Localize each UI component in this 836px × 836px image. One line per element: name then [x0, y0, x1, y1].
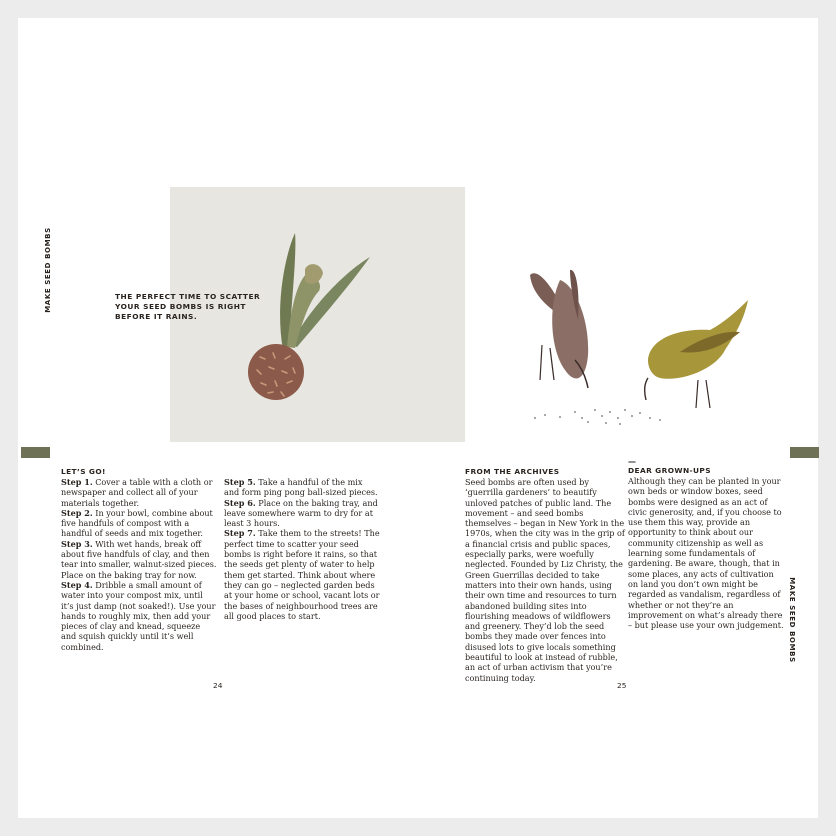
- grownups-column: [628, 457, 784, 630]
- step-text: Take a handful of the mix and form ping pong ball-sized pieces.: [224, 477, 378, 498]
- brown-bird: [530, 270, 588, 388]
- step-label: Step 6.: [224, 497, 256, 508]
- archives-heading: FROM THE ARCHIVES: [465, 467, 560, 476]
- step-3: [61, 539, 217, 580]
- section-tab-left: [21, 447, 50, 458]
- step-text: With wet hands, break off about five handfuls of clay, and then tear into smaller, walnut-sized pieces. Place on the baking tray for now.: [61, 538, 217, 580]
- step-label: Step 7.: [224, 528, 256, 539]
- grownups-dash: —: [628, 457, 636, 466]
- grownups-body: Although they can be planted in your own beds or window boxes, seed bombs were designed as an act of civic generosity, and, if you choose to use them this way, provide an opportunity to think about our community citizenship as well as learning some fundamentals of gardening. Be aware, though, that in some places, any acts of cultivation on land you don’t own might be regarded as vandalism, regardless of whether or not they’re an improvement on what’s already there – but please use your own judgement.: [628, 476, 784, 631]
- side-label-left: MAKE SEED BOMBS: [44, 227, 52, 313]
- step-4: [61, 580, 217, 652]
- olive-bird: [645, 300, 748, 408]
- step-5: [224, 477, 380, 498]
- lets-go-column-2: [224, 477, 380, 621]
- step-text: Take them to the streets! The perfect time to scatter your seed bombs is right before it rains, so that the seeds get plenty of water to help them get started. Think about where they can go – neglected garden beds at your home or school, vacant lots or the bases of neighbourhood trees are all good places to start.: [224, 528, 380, 621]
- archives-body: Seed bombs are often used by ‘guerrilla gardeners’ to beautify unloved patches of public land. The movement – and seed bombs themselves – began in New York in the 1970s, when the city was in the grip of a financial crisis and public spaces, especially parks, were woefully neglected. Founded by Liz Christy, the Green Guerrillas decided to take matters into their own hands, using their own time and resources to turn abandoned building sites into flourishing meadows of wildflowers and greenery. They’d lob the seed bombs they made over fences into disused lots to give locals something beautiful to look at instead of rubble, an act of urban activism that you’re continuing today.: [465, 477, 625, 683]
- step-text: In your bowl, combine about five handfuls of compost with a handful of seeds and mix together.: [61, 507, 213, 539]
- step-1: [61, 477, 217, 508]
- step-2: [61, 508, 217, 539]
- page-number-left: 24: [213, 681, 223, 690]
- step-label: Step 5.: [224, 477, 256, 487]
- step-text: Place on the baking tray, and leave somewhere warm to dry for at least 3 hours.: [224, 497, 378, 529]
- step-label: Step 4.: [61, 579, 93, 590]
- lets-go-heading: LET’S GO!: [61, 467, 106, 476]
- grownups-heading: DEAR GROWN-UPS: [628, 466, 711, 475]
- pull-quote-caption: THE PERFECT TIME TO SCATTER YOUR SEED BOMBS IS RIGHT BEFORE IT RAINS.: [115, 292, 261, 321]
- step-7: [224, 528, 380, 621]
- step-6: [224, 498, 380, 529]
- page-number-right: 25: [617, 681, 627, 690]
- step-text: Cover a table with a cloth or newspaper and collect all of your materials together.: [61, 477, 213, 508]
- birds-illustration: [520, 260, 760, 440]
- archives-column: [465, 467, 625, 683]
- section-tab-right: [790, 447, 819, 458]
- step-label: Step 2.: [61, 507, 93, 518]
- side-label-right: MAKE SEED BOMBS: [788, 577, 796, 663]
- step-text: Dribble a small amount of water into your compost mix, until it’s just damp (not soaked!). Use your hands to roughly mix, then add your pieces of clay and knead, squeeze and squish quickly until it’s well combined.: [61, 579, 216, 652]
- lets-go-column-1: [61, 467, 217, 652]
- step-label: Step 3.: [61, 538, 93, 549]
- step-label: Step 1.: [61, 477, 93, 487]
